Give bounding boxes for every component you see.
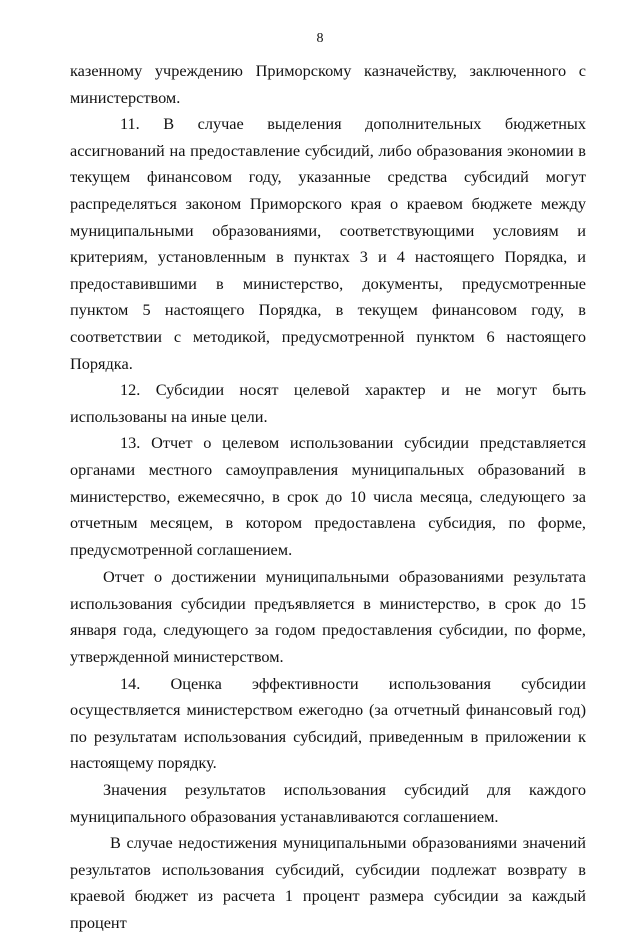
paragraph-nonachievement: В случае недостижения муниципальными образованиями значений результатов использования субсидий, субсидии подлежат возврату в краевой бюджет из расчета 1 процент размера субсидии за каждый процент: [70, 833, 586, 932]
paragraph-values: Значения результатов использования субсидий для каждого муниципального образования устанавливаются соглашением.: [70, 780, 586, 826]
paragraph-item-13: 13. Отчет о целевом использовании субсидии представляется органами местного самоуправления муниципальных образований в министерство, ежемесячно, в срок до 10 числа месяца, следующего за отчетным месяцем, в котором предоставлена субсидия, по форме, предусмотренной соглашением.: [70, 433, 586, 559]
paragraph-item-14: 14. Оценка эффективности использования субсидии осуществляется министерством ежегодно (за отчетный финансовый год) по результатам использования субсидий, приведенным в приложении к настоящему порядку.: [70, 673, 586, 773]
paragraph-report-result: Отчет о достижении муниципальными образованиями результата использования субсидии предъявляется в министерство, в срок до 15 января года, следующего за годом предоставления субсидии, по форме, утвержденной министерством.: [70, 567, 586, 667]
document-body: [70, 58, 586, 937]
paragraph-item-12: 12. Субсидии носят целевой характер и не могут быть использованы на иные цели.: [70, 380, 586, 426]
paragraph-item-11: 11. В случае выделения дополнительных бюджетных ассигнований на предоставление субсидий, либо образования экономии в текущем финансовом году, указанные средства субсидий могут распределяться законом Приморского края о краевом бюджете между муниципальными образованиями, соответствующими условиям и критериям, установленным в пунктах 3 и 4 настоящего Порядка, и предоставившими в министерство, документы, предусмотренные пунктом 5 настоящего Порядка, в текущем финансовом году, в соответствии с методикой, предусмотренной пунктом 6 настоящего Порядка.: [70, 114, 586, 373]
paragraph-continuation: казенному учреждению Приморскому казначейству, заключенного с министерством.: [70, 61, 586, 107]
page-number: 8: [316, 31, 324, 46]
